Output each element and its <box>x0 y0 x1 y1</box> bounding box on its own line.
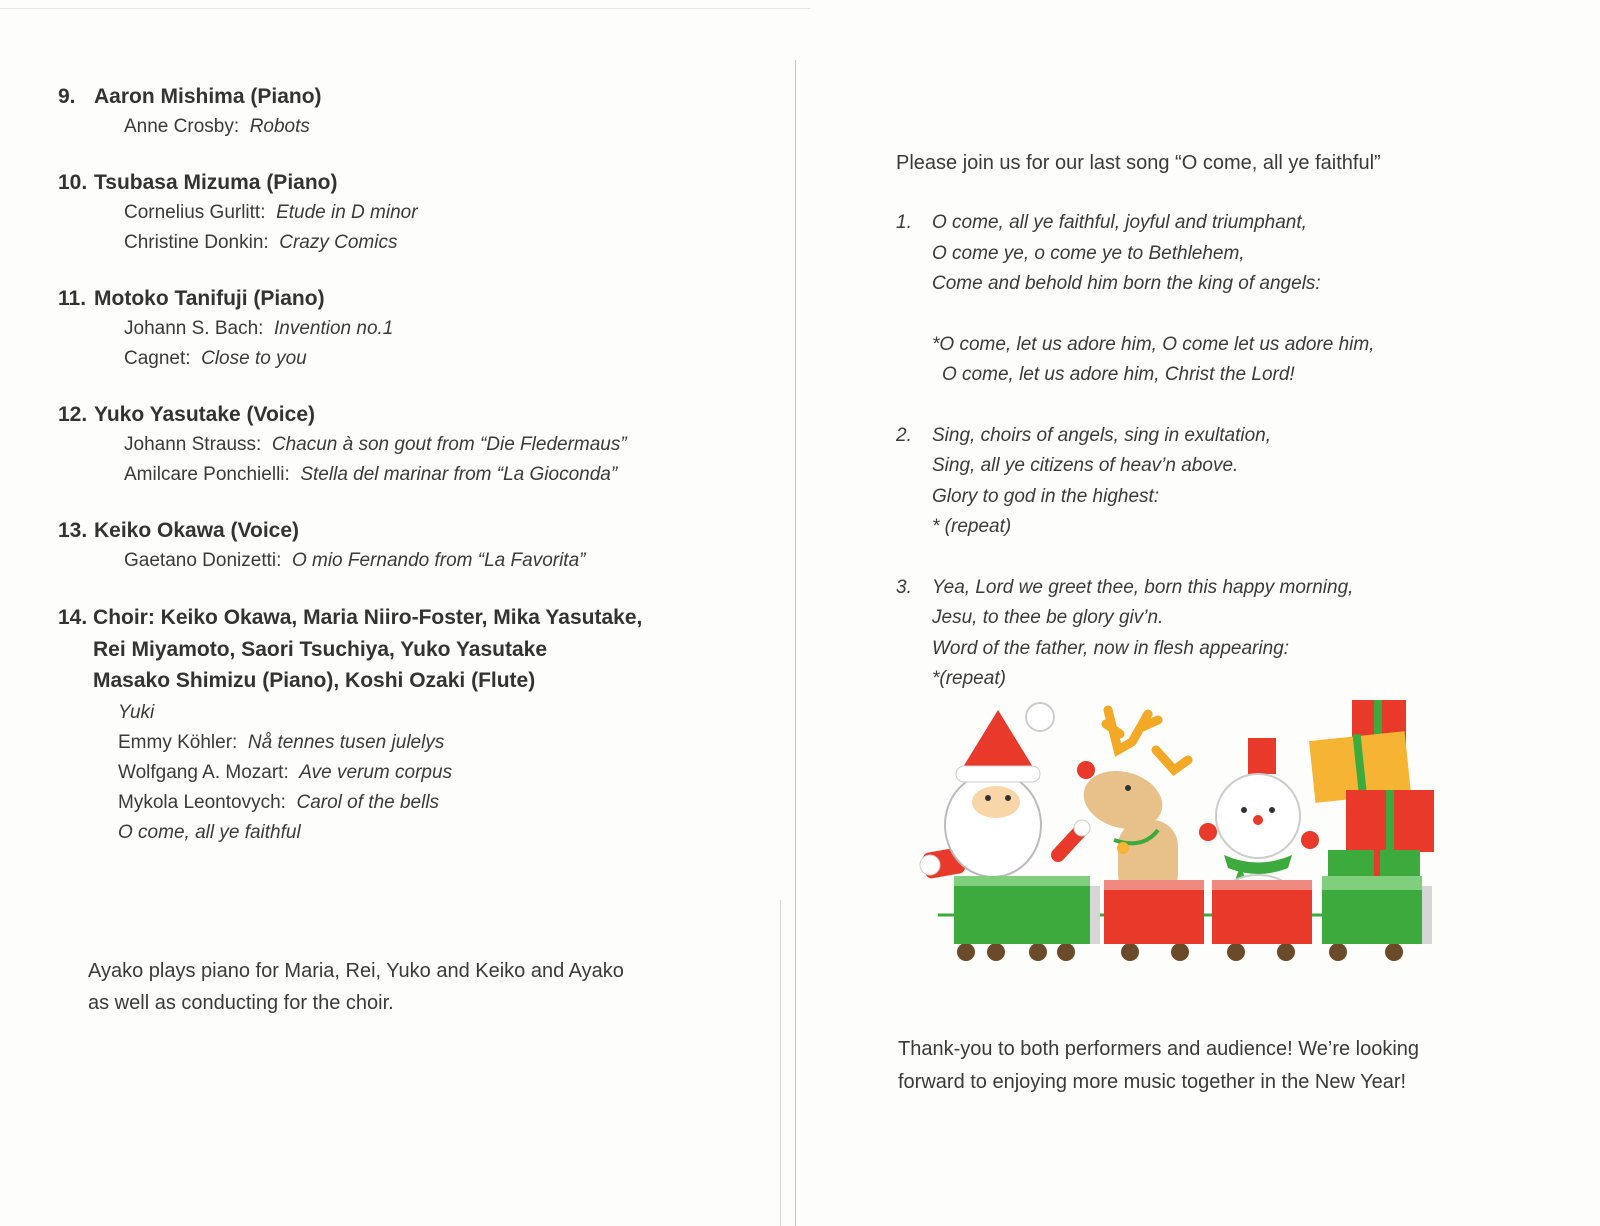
note-line: as well as conducting for the choir. <box>88 992 394 1014</box>
composer: Johann Strauss: <box>124 434 262 455</box>
lyric-line: Sing, choirs of angels, sing in exultation, <box>932 424 1272 446</box>
verse-3 <box>896 573 1536 695</box>
page-fold-line-lower <box>780 900 781 1226</box>
page-fold-line <box>795 60 796 1226</box>
lyric-line: Sing, all ye citizens of heav’n above. <box>932 455 1239 476</box>
lyric-line: O come ye, o come ye to Bethlehem, <box>932 242 1245 264</box>
performer-name: Keiko Okawa (Voice) <box>94 519 300 542</box>
refrain <box>932 330 1536 391</box>
lyric-line: Come and behold him born the king of angels: <box>932 273 1321 294</box>
piece-title: Robots <box>249 116 310 137</box>
closing-thanks <box>898 1033 1538 1099</box>
piece <box>118 818 758 848</box>
lyric-line: *(repeat) <box>932 668 1006 689</box>
composer: Cornelius Gurlitt: <box>124 202 266 223</box>
program-list <box>58 82 758 874</box>
piece-title: Stella del marinar from “La Gioconda” <box>300 464 618 485</box>
accompanist-note <box>88 955 708 1019</box>
piece <box>124 460 758 490</box>
performer-number: 9. <box>58 85 76 108</box>
song-intro: Please join us for our last song “O come, all ye faithful” <box>896 152 1381 174</box>
reindeer-figure <box>1077 710 1188 900</box>
verse-number: 2. <box>896 424 912 446</box>
thanks-line: forward to enjoying more music together in the New Year! <box>898 1071 1407 1093</box>
santa-figure <box>920 703 1090 879</box>
composer: Johann S. Bach: <box>124 318 264 339</box>
performer-name: Yuko Yasutake (Voice) <box>94 403 315 426</box>
piece-title: Yuki <box>118 702 155 723</box>
lyric-line: * (repeat) <box>932 516 1012 537</box>
piece <box>124 112 758 142</box>
song-lyrics <box>896 148 1536 725</box>
lyric-line: Jesu, to thee be glory giv’n. <box>932 607 1164 628</box>
lyric-line: Word of the father, now in flesh appearing: <box>932 637 1289 659</box>
verse-2 <box>896 421 1536 543</box>
performer-entry <box>58 516 758 576</box>
piece-title: O come, all ye faithful <box>118 822 301 843</box>
verse-number: 3. <box>896 576 912 598</box>
performer-entry <box>58 284 758 374</box>
performer-entry <box>58 168 758 258</box>
piece-title: Ave verum corpus <box>299 762 453 783</box>
composer: Mykola Leontovych: <box>118 792 286 813</box>
piece-title: Chacun à son gout from “Die Fledermaus” <box>271 434 627 455</box>
lyric-line: O come, all ye faithful, joyful and triumphant, <box>932 212 1307 233</box>
piece-title: Etude in D minor <box>276 202 418 223</box>
composer: Christine Donkin: <box>124 232 269 253</box>
choir-members-line-1: 14. Choir: Keiko Okawa, Maria Niiro-Foster, Mika Yasutake, <box>58 606 643 629</box>
composer: Gaetano Donizetti: <box>124 550 282 571</box>
choir-pieces <box>118 698 758 848</box>
piece <box>118 788 758 818</box>
piece <box>124 430 758 460</box>
composer: Cagnet: <box>124 348 191 369</box>
composer: Emmy Köhler: <box>118 732 238 753</box>
lyric-line: Yea, Lord we greet thee, born this happy morning, <box>932 576 1354 598</box>
choir-entry <box>58 602 758 848</box>
piece-title: Close to you <box>201 348 307 369</box>
piece <box>124 344 758 374</box>
composer: Anne Crosby: <box>124 116 240 137</box>
piece <box>124 314 758 344</box>
performer-number: 11. <box>58 287 87 310</box>
performer-number: 10. <box>58 171 88 194</box>
performer-name: Tsubasa Mizuma (Piano) <box>94 171 338 194</box>
performer-number: 12. <box>58 403 88 426</box>
piece-title: Crazy Comics <box>279 232 398 253</box>
train-wheels <box>957 943 1403 961</box>
page-edge-line <box>0 8 810 9</box>
piece <box>118 698 758 728</box>
refrain-line: O come, let us adore him, Christ the Lord! <box>942 364 1295 385</box>
piece <box>124 546 758 576</box>
piece-title: Invention no.1 <box>274 318 394 339</box>
piece <box>118 728 758 758</box>
performer-name: Motoko Tanifuji (Piano) <box>94 287 325 310</box>
refrain-line: *O come, let us adore him, O come let us adore him, <box>932 333 1375 355</box>
composer: Wolfgang A. Mozart: <box>118 762 289 783</box>
performer-name: Aaron Mishima (Piano) <box>94 85 322 108</box>
christmas-train-illustration <box>918 690 1448 970</box>
piece <box>124 228 758 258</box>
verse-1 <box>896 208 1536 300</box>
piece <box>124 198 758 228</box>
verse-number: 1. <box>896 212 912 233</box>
piece-title: Carol of the bells <box>296 792 440 813</box>
composer: Amilcare Ponchielli: <box>124 464 290 485</box>
performer-entry <box>58 400 758 490</box>
lyric-line: Glory to god in the highest: <box>932 485 1160 507</box>
choir-members-line-3: Masako Shimizu (Piano), Koshi Ozaki (Flute) <box>93 669 536 692</box>
performer-number: 13. <box>58 519 88 542</box>
piece <box>118 758 758 788</box>
piece-title: Nå tennes tusen julelys <box>247 732 445 753</box>
gift-stack <box>1309 700 1434 890</box>
thanks-line: Thank-you to both performers and audience! We’re looking <box>898 1038 1420 1060</box>
choir-members-line-2: Rei Miyamoto, Saori Tsuchiya, Yuko Yasutake <box>93 638 548 661</box>
note-line: Ayako plays piano for Maria, Rei, Yuko and Keiko and Ayako <box>88 960 624 982</box>
performer-entry <box>58 82 758 142</box>
piece-title: O mio Fernando from “La Favorita” <box>291 550 586 571</box>
